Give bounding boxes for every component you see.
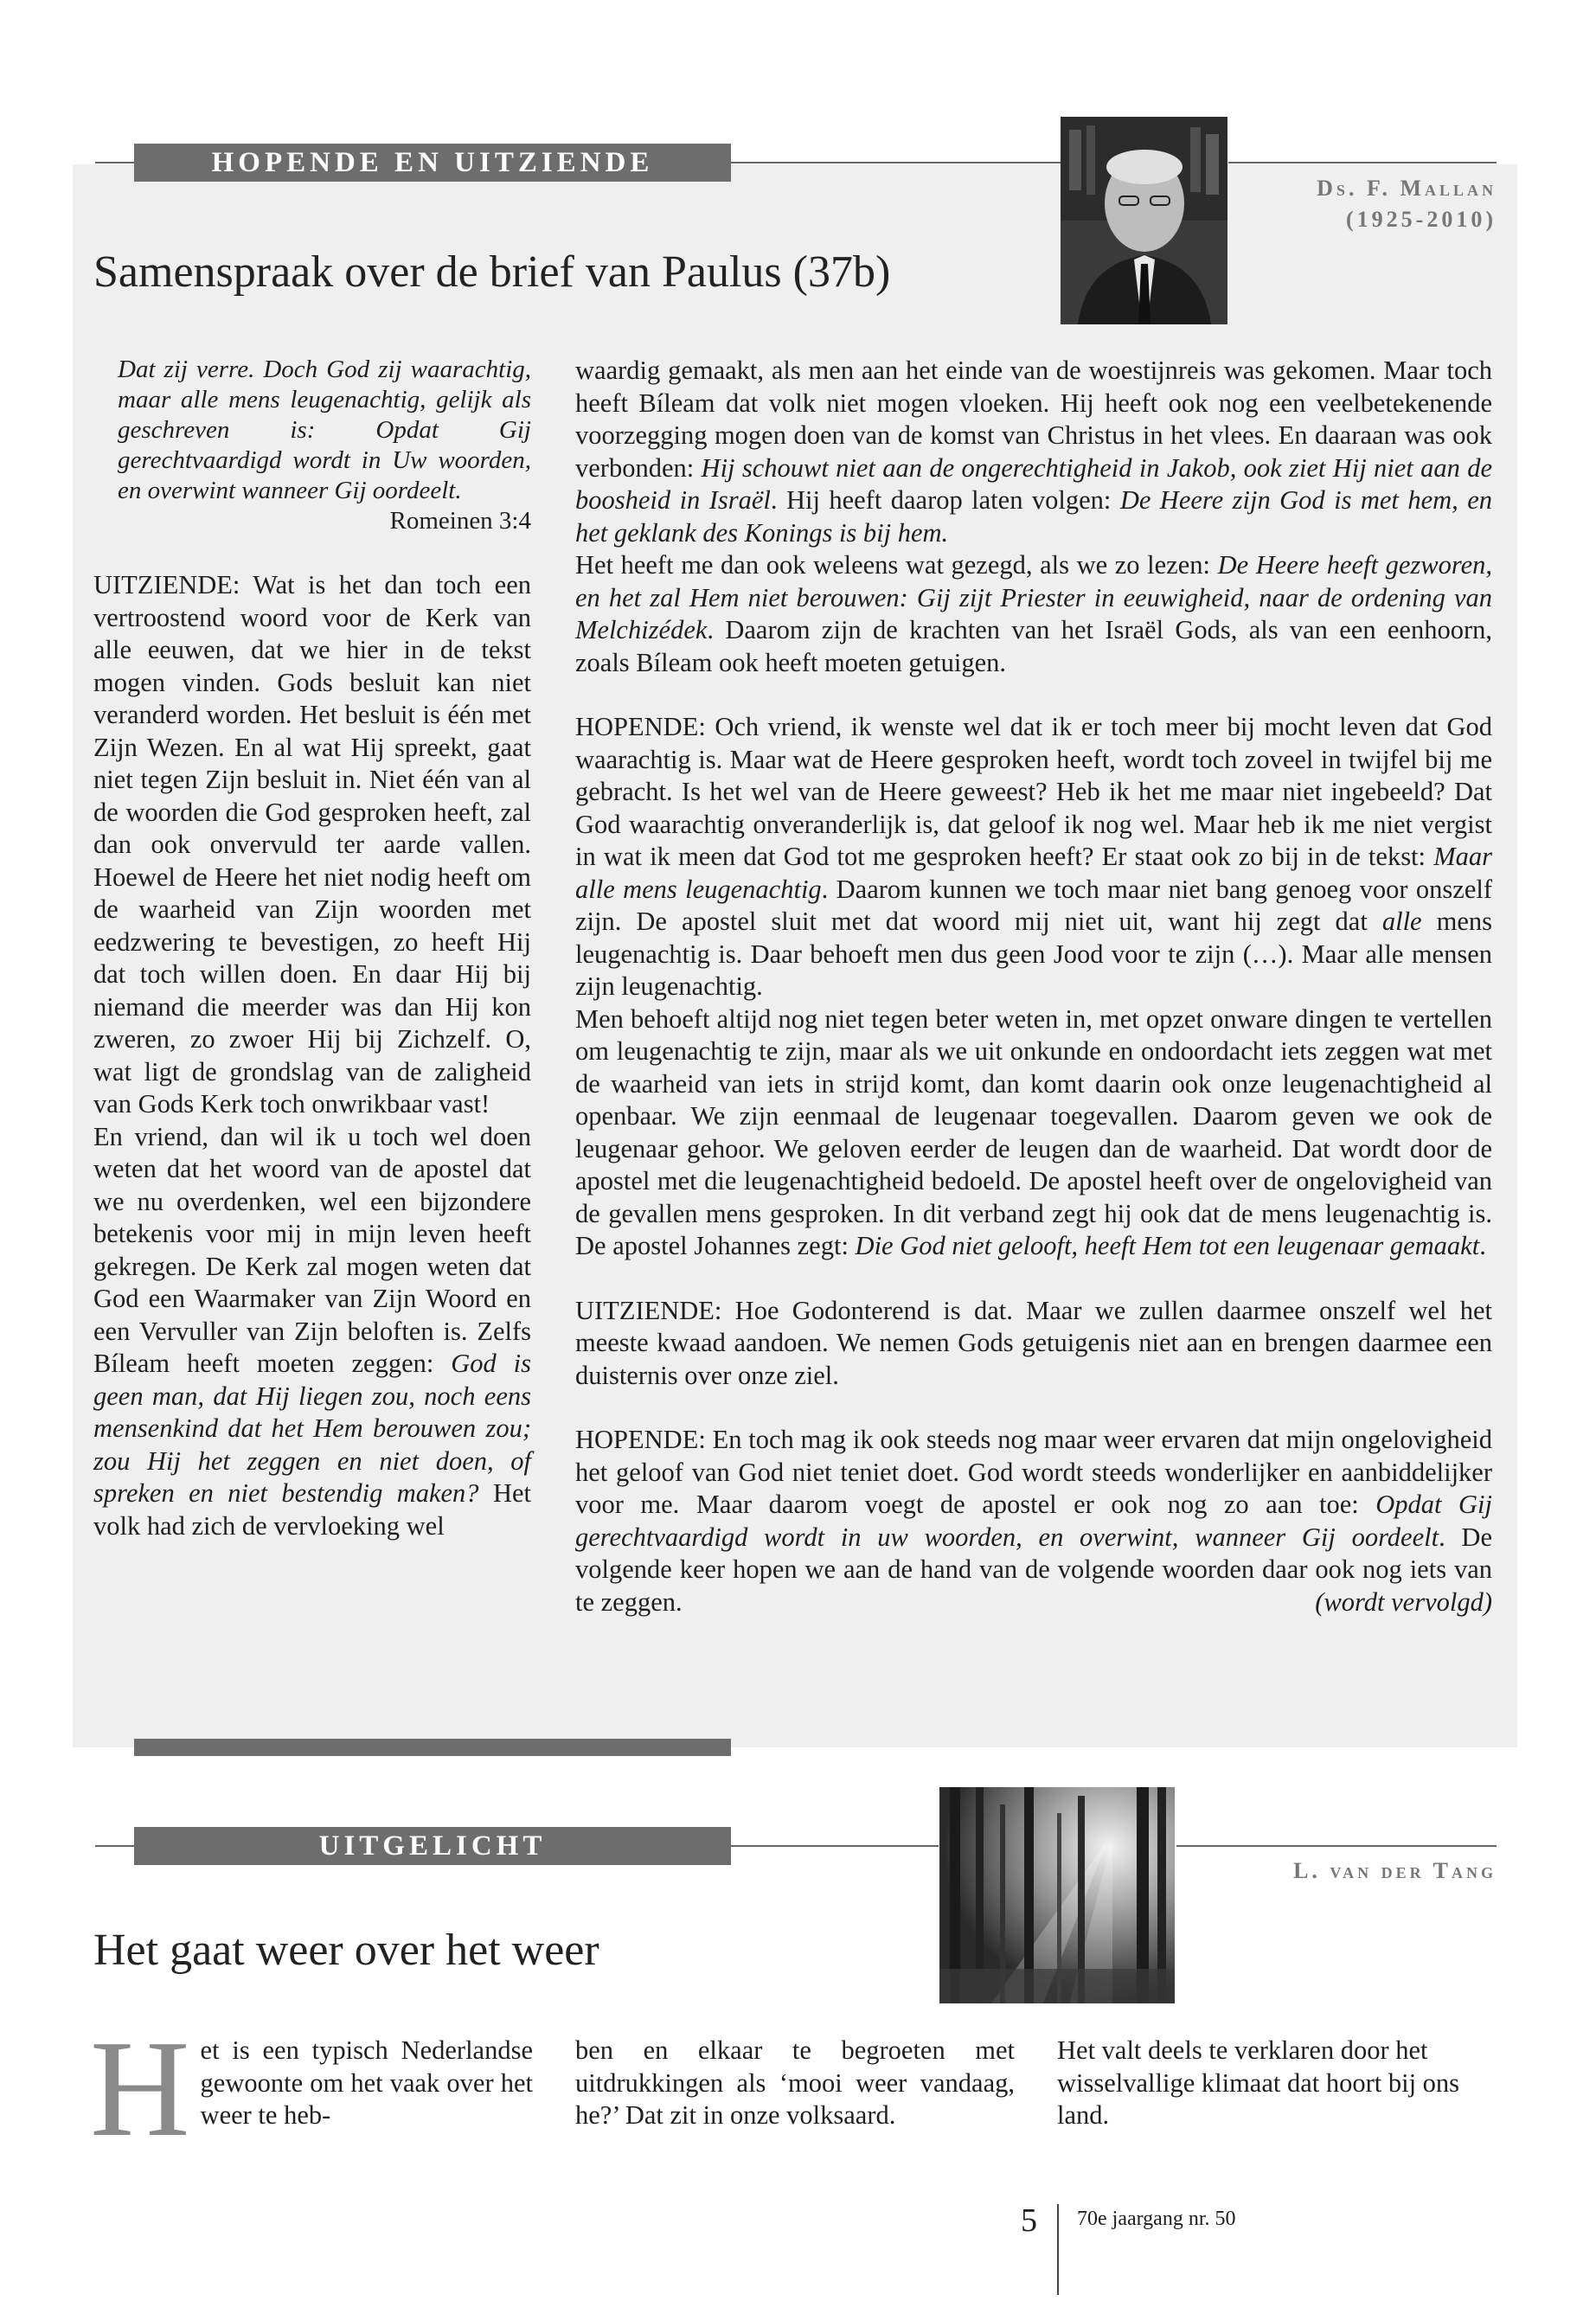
article-bottom-bar [134, 1739, 731, 1756]
header-rule-right-2 [1176, 1845, 1497, 1847]
text-span: HOPENDE: Och vriend, ik wenste wel dat ik er toch meer bij mocht leven dat God waarachtig is. Maar wat de Heere gesproken heeft, wordt toch zoveel in twijfel bij me gebracht. Is het wel van de Heere geweest? Heb ik het me maar niet ingebeeld? Dat God waarachtig onveranderlijk is, dat geloof ik nog wel. Maar heb ik me niet vergist in wat ik meen dat God tot me gesproken heeft? Er staat ook zo bij in de tekst: [575, 712, 1492, 871]
spacer [575, 1392, 1492, 1424]
article2-column-2: ben en elkaar te begroeten met uitdrukkingen als ‘mooi weer vandaag, he?’ Dat zit in onze volksaard. [575, 2035, 1015, 2130]
author-name: Ds. F. Mallan [1317, 176, 1497, 201]
text-span: Het heeft me dan ook weleens wat gezegd, als we zo lezen: [575, 550, 1218, 580]
text-span: . [1479, 1231, 1486, 1260]
author-byline-2: L. van der Tang [1293, 1858, 1497, 1883]
article2-column-1 [90, 2011, 533, 2165]
text-italic: Die God niet gelooft, heeft Hem tot een leugenaar gemaakt [855, 1231, 1480, 1260]
paragraph-gezworen [575, 549, 1492, 679]
text-italic: God is geen man, dat Hij liegen zou, noch eens mensenkind dat het Hem berouwen zou; zou Hij het zeggen en niet doen, of spreken en niet bestendig maken? [93, 1349, 531, 1508]
author-byline [1237, 173, 1497, 235]
text-span: HOPENDE: En toch mag ik ook steeds nog maar weer ervaren dat mijn ongelovigheid het geloof van God niet teniet doet. God wordt steeds wonderlijker en aanbiddelijker voor me. Maar daarom voegt de apostel er ook nog zo aan toe: [575, 1425, 1492, 1519]
drop-cap: H [90, 2011, 190, 2165]
text-span: . Hij heeft daarop laten volgen: [770, 485, 1120, 515]
text-span: et is een typisch Nederlandse gewoonte om het vaak over het weer te heb- [200, 2035, 533, 2130]
section-label-hopende: HOPENDE EN UITZIENDE [134, 144, 731, 182]
text-span: . Daarom kunnen we toch maar niet bang genoeg voor onszelf zijn. De apostel sluit met dat woord mij niet uit, want hij zegt dat [575, 874, 1492, 936]
text-span: waardig gemaakt, als men aan het einde van de woestijnreis was gekomen. Maar toch heeft Bíleam dat volk niet mogen vloeken. Hij heeft ook nog een veelbetekenende voorzegging mogen doen van de komst van Christus in het vlees. En daaraan was ook verbonden: [575, 356, 1492, 483]
text-italic: De Heere zijn God is met hem, en het geklank des Konings is bij hem. [575, 485, 1493, 548]
page-number: 5 [1021, 2202, 1037, 2239]
epigraph-reference: Romeinen 3:4 [389, 507, 531, 535]
text-span: Men behoeft altijd nog niet tegen beter weten in, met opzet onware dingen te vertellen om leugenachtig te zijn, maar als we uit onkunde en ondoordacht iets zeggen wat met de waarheid van iets in strijd komt, dan komt daarin ook onze leugenachtigheid al openbaar. We zijn eenmaal de leugenaar toegevallen. Daarom geven we ook de leugenaar gehoor. We geloven eerder de leugen dan de waarheid. Dat wordt door de apostel met die leugenachtigheid bedoeld. De apostel heeft over de ongelovigheid van de gevallen mens gesproken. In dit verband zegt hij ook dat de mens leugenachtig is. De apostel Johannes zegt: [575, 1003, 1492, 1260]
text-italic: Opdat Gij gerechtvaardigd wordt in uw woorden, en overwint, wanneer Gij oordeelt [575, 1490, 1492, 1552]
text-span: . Daarom zijn de krachten van het Israël Gods, als van een eenhoorn, zoals Bíleam ook heeft moeten getuigen. [575, 615, 1492, 677]
spacer [575, 679, 1492, 711]
epigraph-quote: Dat zij verre. Doch God zij waarachtig, maar alle mens leugenachtig, gelijk als geschreven is: Opdat Gij gerechtvaardigd wordt in Uw woorden, en overwint wanneer Gij oordeelt. [118, 356, 531, 504]
spacer [575, 1263, 1492, 1295]
spacer [93, 536, 531, 569]
text-span: . De volgende keer hopen we aan de hand van de volgende woorden daar ook nog iets van te zeggen. [575, 1522, 1492, 1617]
section-label-uitgelicht: UITGELICHT [134, 1827, 731, 1865]
text-italic: Maar alle mens leugenachtig [575, 842, 1492, 904]
article-left-column [93, 355, 531, 1542]
article-title-2: Het gaat weer over het weer [93, 1926, 599, 1975]
footer-divider [1057, 2204, 1059, 2295]
continued-note: (wordt vervolgd) [1315, 1587, 1492, 1617]
text-span: Het volk had zich de vervloeking wel [93, 1478, 531, 1541]
author-years: (1925-2010) [1346, 207, 1497, 232]
text-italic: Hij schouwt niet aan de ongerechtigheid in Jakob, ook ziet Hij niet aan de boosheid in Israël [575, 452, 1492, 515]
paragraph-uitziende-2: UITZIENDE: Hoe Godonterend is dat. Maar we zullen daarmee onszelf wel het meeste kwaad aandoen. We nemen Gods getuigenis niet aan en brengen daarmee een duisternis over onze ziel. [575, 1295, 1492, 1390]
text-italic: De Heere heeft gezworen, en het zal Hem niet berouwen: Gij zijt Priester in eeuwigheid, naar de ordening van Melchizédek [575, 550, 1492, 644]
paragraph-bileam [575, 355, 1492, 549]
paragraph-leugenachtig [575, 1003, 1492, 1263]
text-italic: alle [1381, 907, 1422, 936]
text-span: En vriend, dan wil ik u toch wel doen weten dat het woord van de apostel dat we nu overdenken, wel een bijzondere betekenis voor mij in mijn leven heeft gekregen. De Kerk zal mogen weten dat God een Waarmaker van Zijn Woord en een Vervuller van Zijn beloften is. Zelfs Bíleam heeft moeten zeggen: [93, 1121, 531, 1378]
article-title: Samenspraak over de brief van Paulus (37b) [93, 247, 891, 297]
paragraph-uitziende-1: UITZIENDE: Wat is het dan toch een vertroostend woord voor de Kerk van alle eeuwen, dat we hier in de tekst mogen vinden. Gods besluit kan niet veranderd worden. Het besluit is één met Zijn Wezen. En al wat Hij spreekt, gaat niet tegen Zijn besluit in. Niet één van al de woorden die God gesproken heeft, zal dan ook onvervuld ter aarde vallen. Hoewel de Heere het niet nodig heeft om de waarheid van Zijn woorden met eedzwering te bevestigen, zo heeft Hij dat toch willen doen. En daar Hij bij niemand die meerder was dan Hij kon zweren, zo zwoer Hij bij Zichzelf. O, wat ligt de grondslag van de zaligheid van Gods Kerk toch onwrikbaar vast! [93, 570, 531, 1118]
article-right-column [575, 355, 1492, 1619]
header-rule-right [1228, 162, 1497, 163]
text-span: mens leugenachtig is. Daar behoeft men dus geen Jood voor te zijn (…). Maar alle mensen zijn leugenachtig. [575, 907, 1492, 1001]
article2-column-3: Het valt deels te verklaren door het wisselvallige klimaat dat hoort bij ons land. [1057, 2035, 1460, 2130]
paragraph-hopende-1 [575, 711, 1492, 1003]
author-portrait [1061, 117, 1227, 324]
paragraph-vriend [93, 1121, 531, 1543]
forest-photo [939, 1787, 1175, 2003]
volume-info: 70e jaargang nr. 50 [1077, 2208, 1236, 2230]
